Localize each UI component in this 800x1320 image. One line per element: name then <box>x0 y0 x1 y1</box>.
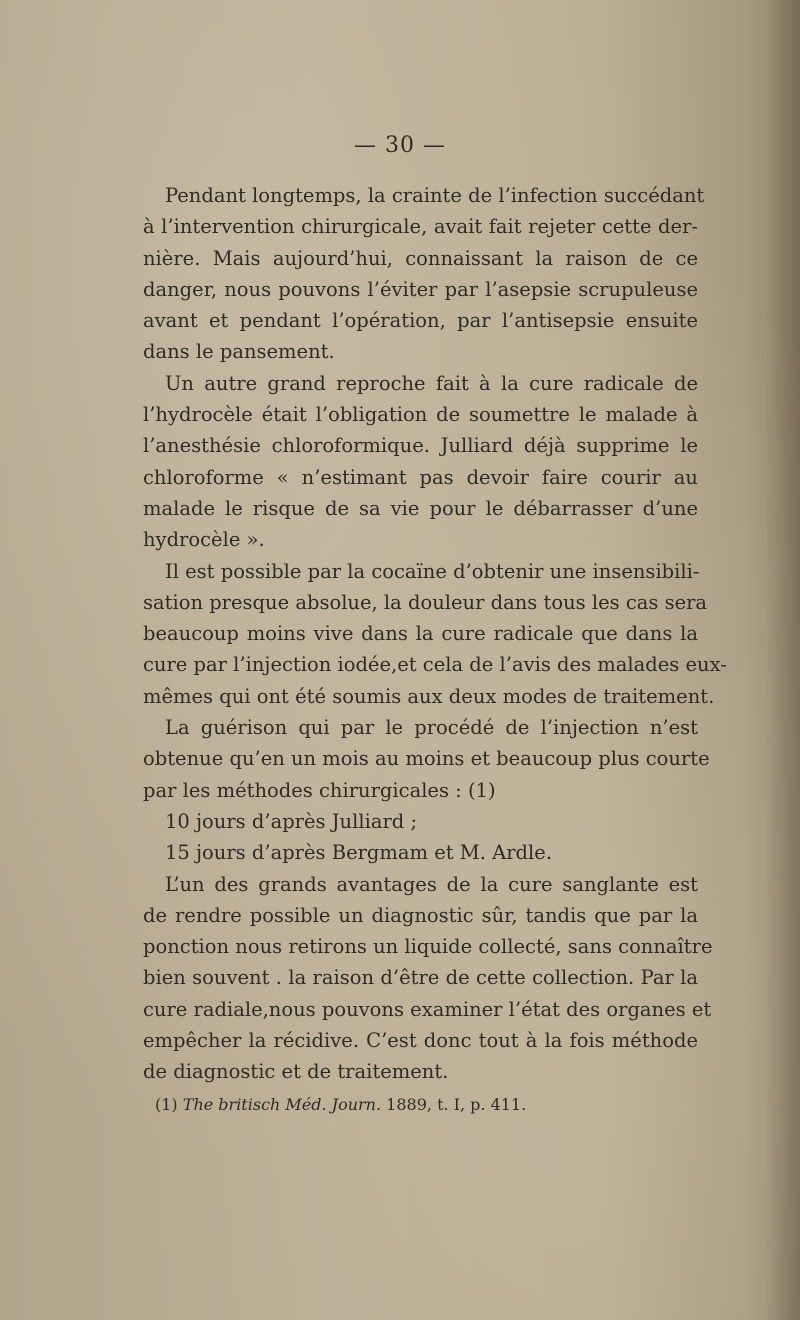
text-line: ponction nous retirons un liquide collecté, sans connaître <box>143 935 713 959</box>
text-line: l’hydrocèle était l’obligation de soumettre le malade à <box>143 403 698 427</box>
footnote-title: The britisch Méd. Journ. <box>182 1095 382 1114</box>
text-line: Pendant longtemps, la crainte de l’infection succédant <box>165 184 705 207</box>
footnote-reference: 1889, t. I, p. 411. <box>386 1095 527 1114</box>
text-line: L’un des grands avantages de la cure sanglante est <box>165 872 698 896</box>
text-line: dans le pansement. <box>143 340 335 364</box>
text-line: malade le risque de sa vie pour le débarrasser d’une <box>143 496 698 520</box>
text-line: 15 jours d’après Bergmam et M. Ardle. <box>165 841 553 865</box>
text-line: cure radiale,nous pouvons examiner l’état des organes et <box>143 997 712 1021</box>
text-line: bien souvent . la raison d’être de cette collection. Par la <box>143 966 698 990</box>
text-line: beaucoup moins vive dans la cure radicale que dans la <box>143 622 698 646</box>
text-line: de diagnostic et de traitement. <box>143 1060 449 1084</box>
text-line: de rendre possible un diagnostic sûr, tandis que par la <box>143 903 698 927</box>
text-line: La guérison qui par le procédé de l’injection n’est <box>165 716 698 740</box>
text-line: Un autre grand reproche fait à la cure radicale de <box>165 371 698 395</box>
page-number: — 30 — <box>354 133 446 158</box>
text-line: par les méthodes chirurgicales : (1) <box>143 778 496 802</box>
text-line: danger, nous pouvons l’éviter par l’asepsie scrupuleuse <box>143 277 698 301</box>
footnote-marker: (1) <box>155 1095 178 1114</box>
text-line: cure par l’injection iodée,et cela de l’avis des malades eux- <box>143 653 727 677</box>
text-line: chloroforme « n’estimant pas devoir faire courir au <box>143 465 698 489</box>
text-line: à l’intervention chirurgicale, avait fait rejeter cette der- <box>143 215 698 239</box>
page-edge-shadow <box>766 0 800 1320</box>
text-line: sation presque absolue, la douleur dans tous les cas sera <box>143 590 708 614</box>
text-line: nière. Mais aujourd’hui, connaissant la raison de ce <box>143 246 698 270</box>
text-line: 10 jours d’après Julliard ; <box>165 809 418 833</box>
text-line: mêmes qui ont été soumis aux deux modes de traitement. <box>143 684 715 708</box>
text-line: l’anesthésie chloroformique. Julliard déjà supprime le <box>143 434 698 458</box>
footnote <box>155 1095 526 1114</box>
body-text <box>143 180 727 1088</box>
text-line: hydrocèle ». <box>143 528 265 552</box>
text-line: avant et pendant l’opération, par l’antisepsie ensuite <box>143 309 698 333</box>
text-line: obtenue qu’en un mois au moins et beaucoup plus courte <box>143 747 710 771</box>
text-line: empêcher la récidive. C’est donc tout à la fois méthode <box>143 1029 698 1053</box>
text-line: Il est possible par la cocaïne d’obtenir une insensibili- <box>165 559 700 583</box>
